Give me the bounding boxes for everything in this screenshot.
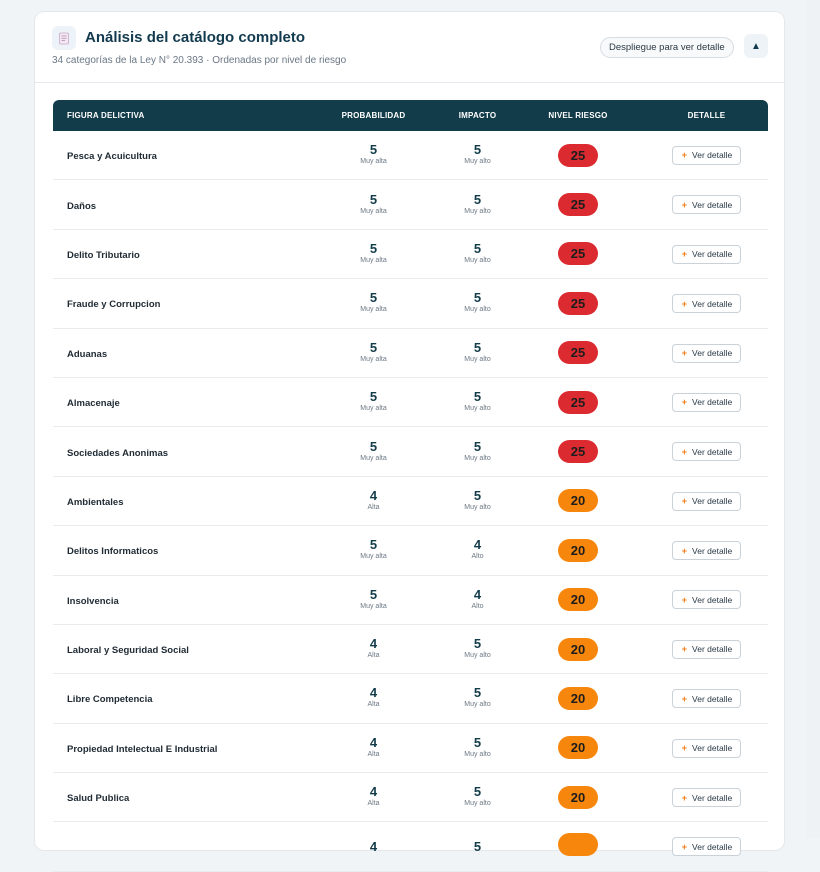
probabilidad-cell — [303, 840, 444, 854]
expand-hint-badge[interactable]: Despliegue para ver detalle — [600, 37, 734, 58]
impacto-value: 5 — [473, 142, 482, 158]
impacto-label: Muy alto — [464, 256, 491, 264]
table-row — [53, 822, 768, 871]
figura-name: Sociedades Anonimas — [67, 447, 169, 459]
probabilidad-label: Muy alta — [360, 405, 387, 413]
ver-detalle-label: Ver detalle — [692, 693, 733, 704]
plus-icon: + — [681, 249, 688, 260]
impacto-value: 4 — [473, 537, 482, 553]
col-header-figura: FIGURA DELICTIVA — [67, 111, 145, 120]
plus-icon: + — [681, 594, 688, 605]
plus-icon: + — [681, 693, 688, 704]
table-row — [53, 674, 768, 723]
probabilidad-cell — [303, 440, 444, 464]
impacto-cell — [444, 341, 511, 365]
probabilidad-value: 5 — [369, 586, 378, 602]
ver-detalle-label: Ver detalle — [692, 249, 733, 260]
probabilidad-label: Muy alta — [360, 256, 387, 264]
table-row — [53, 576, 768, 625]
impacto-cell — [444, 538, 511, 562]
risk-badge: 25 — [558, 242, 598, 265]
figura-name: Almacenaje — [67, 398, 120, 410]
probabilidad-value: 4 — [369, 784, 378, 800]
impacto-value: 5 — [473, 487, 482, 503]
document-icon — [52, 26, 76, 50]
table-header — [53, 100, 768, 131]
impacto-label: Muy alto — [464, 701, 491, 709]
impacto-value: 5 — [473, 636, 482, 652]
figura-name: Delito Tributario — [67, 249, 140, 261]
ver-detalle-label: Ver detalle — [692, 199, 733, 210]
probabilidad-cell — [303, 390, 444, 414]
probabilidad-label: Alta — [367, 503, 380, 511]
probabilidad-label: Alta — [367, 750, 380, 758]
plus-icon: + — [681, 397, 688, 408]
table-row — [53, 625, 768, 674]
ver-detalle-button[interactable] — [672, 492, 741, 511]
figura-name: Laboral y Seguridad Social — [67, 645, 189, 657]
impacto-value: 5 — [473, 389, 482, 405]
figura-name: Daños — [67, 200, 97, 212]
risk-badge — [558, 833, 598, 856]
probabilidad-label: Muy alta — [360, 158, 387, 166]
impacto-label: Muy alto — [464, 405, 491, 413]
ver-detalle-button[interactable] — [672, 590, 741, 609]
risk-badge: 25 — [558, 144, 598, 167]
plus-icon: + — [681, 348, 688, 358]
probabilidad-value: 5 — [369, 191, 378, 207]
probabilidad-label: Alta — [367, 800, 380, 808]
card-subtitle: 34 categorías de la Ley N° 20.393 · Ordenadas por nivel de riesgo — [52, 55, 347, 66]
probabilidad-cell — [303, 637, 444, 661]
table-row — [53, 378, 768, 427]
risk-table — [53, 100, 768, 872]
impacto-cell — [444, 840, 511, 854]
impacto-label: Muy alto — [464, 652, 491, 660]
figura-name: Fraude y Corrupcion — [67, 299, 161, 311]
ver-detalle-label: Ver detalle — [692, 841, 733, 852]
impacto-label: Alto — [471, 602, 484, 610]
figura-name: Pesca y Acuicultura — [67, 151, 157, 163]
probabilidad-cell — [303, 143, 444, 167]
impacto-cell — [444, 193, 511, 217]
probabilidad-cell — [303, 193, 444, 217]
ver-detalle-button[interactable] — [672, 788, 741, 807]
impacto-label: Muy alto — [464, 158, 491, 166]
impacto-label: Muy alto — [464, 750, 491, 758]
ver-detalle-label: Ver detalle — [692, 150, 733, 161]
impacto-cell — [444, 637, 511, 661]
plus-icon: + — [681, 545, 688, 556]
impacto-value: 5 — [473, 290, 482, 306]
impacto-cell — [444, 588, 511, 612]
ver-detalle-label: Ver detalle — [692, 545, 733, 556]
table-row — [53, 724, 768, 773]
plus-icon: + — [681, 150, 688, 161]
ver-detalle-button[interactable] — [672, 837, 741, 856]
ver-detalle-button[interactable] — [672, 640, 741, 659]
card-header — [35, 12, 784, 83]
impacto-label: Muy alto — [464, 800, 491, 808]
probabilidad-label: Muy alta — [360, 553, 387, 561]
ver-detalle-button[interactable] — [672, 541, 741, 560]
impacto-value: 5 — [473, 339, 482, 355]
impacto-label: Muy alto — [464, 207, 491, 215]
ver-detalle-button[interactable] — [672, 344, 741, 363]
risk-badge: 20 — [558, 588, 598, 611]
probabilidad-label: Muy alta — [360, 454, 387, 462]
impacto-cell — [444, 686, 511, 710]
probabilidad-value: 4 — [369, 487, 378, 503]
col-header-impacto: IMPACTO — [458, 111, 497, 120]
table-row — [53, 180, 768, 229]
probabilidad-value: 4 — [369, 734, 378, 750]
risk-badge: 20 — [558, 687, 598, 710]
ver-detalle-button[interactable] — [672, 393, 741, 412]
ver-detalle-label: Ver detalle — [692, 496, 733, 507]
risk-badge: 25 — [558, 391, 598, 414]
impacto-cell — [444, 242, 511, 266]
ver-detalle-button[interactable] — [672, 294, 741, 313]
plus-icon: + — [681, 743, 688, 754]
probabilidad-cell — [303, 341, 444, 365]
ver-detalle-button[interactable] — [672, 195, 741, 214]
risk-badge: 25 — [558, 292, 598, 315]
figura-name: Delitos Informaticos — [67, 546, 159, 558]
probabilidad-value: 5 — [369, 240, 378, 256]
impacto-value: 5 — [473, 191, 482, 207]
scrollbar-track[interactable] — [806, 0, 820, 837]
impacto-cell — [444, 143, 511, 167]
impacto-label: Muy alto — [464, 355, 491, 363]
probabilidad-value: 5 — [369, 290, 378, 306]
ver-detalle-button[interactable] — [672, 739, 741, 758]
table-row — [53, 427, 768, 476]
ver-detalle-label: Ver detalle — [692, 594, 733, 605]
plus-icon: + — [681, 496, 688, 507]
ver-detalle-button[interactable] — [672, 442, 741, 461]
probabilidad-cell — [303, 785, 444, 809]
risk-badge: 25 — [558, 193, 598, 216]
probabilidad-label: Muy alta — [360, 306, 387, 314]
plus-icon: + — [681, 446, 688, 457]
probabilidad-value: 5 — [369, 438, 378, 454]
probabilidad-label: Alta — [367, 652, 380, 660]
risk-badge: 25 — [558, 440, 598, 463]
impacto-cell — [444, 390, 511, 414]
probabilidad-label: Muy alta — [360, 355, 387, 363]
probabilidad-cell — [303, 686, 444, 710]
ver-detalle-label: Ver detalle — [692, 397, 733, 408]
risk-badge: 25 — [558, 341, 598, 364]
figura-name: Libre Competencia — [67, 694, 153, 706]
impacto-label: Muy alto — [464, 454, 491, 462]
table-row — [53, 131, 768, 180]
col-header-nivel-riesgo: NIVEL RIESGO — [548, 111, 608, 120]
risk-badge: 20 — [558, 736, 598, 759]
table-row — [53, 526, 768, 575]
table-row — [53, 477, 768, 526]
figura-name: Ambientales — [67, 496, 124, 508]
impacto-cell — [444, 440, 511, 464]
ver-detalle-button[interactable] — [672, 146, 741, 165]
impacto-value: 5 — [473, 838, 482, 854]
probabilidad-cell — [303, 588, 444, 612]
probabilidad-cell — [303, 538, 444, 562]
ver-detalle-label: Ver detalle — [692, 792, 733, 803]
probabilidad-value: 4 — [369, 838, 378, 854]
probabilidad-cell — [303, 736, 444, 760]
impacto-cell — [444, 736, 511, 760]
table-row — [53, 773, 768, 822]
figura-name: Aduanas — [67, 348, 108, 360]
impacto-label: Muy alto — [464, 503, 491, 511]
impacto-cell — [444, 785, 511, 809]
figura-name: Salud Publica — [67, 793, 130, 805]
plus-icon: + — [681, 644, 688, 655]
col-header-probabilidad: PROBABILIDAD — [341, 111, 406, 120]
probabilidad-cell — [303, 242, 444, 266]
table-row — [53, 230, 768, 279]
probabilidad-value: 4 — [369, 636, 378, 652]
ver-detalle-button[interactable] — [672, 689, 741, 708]
probabilidad-label: Alta — [367, 701, 380, 709]
impacto-label: Muy alto — [464, 306, 491, 314]
probabilidad-value: 5 — [369, 339, 378, 355]
risk-badge: 20 — [558, 638, 598, 661]
impacto-value: 5 — [473, 240, 482, 256]
impacto-value: 5 — [473, 438, 482, 454]
impacto-cell — [444, 489, 511, 513]
plus-icon: + — [681, 298, 688, 309]
plus-icon: + — [681, 199, 688, 210]
probabilidad-value: 5 — [369, 389, 378, 405]
table-row — [53, 329, 768, 378]
risk-badge: 20 — [558, 786, 598, 809]
plus-icon: + — [681, 792, 688, 803]
impacto-value: 4 — [473, 586, 482, 602]
probabilidad-cell — [303, 489, 444, 513]
impacto-value: 5 — [473, 685, 482, 701]
ver-detalle-label: Ver detalle — [692, 348, 733, 358]
impacto-label: Alto — [471, 553, 484, 561]
catalog-card — [34, 11, 785, 854]
impacto-value: 5 — [473, 784, 482, 800]
risk-badge: 20 — [558, 489, 598, 512]
probabilidad-cell — [303, 291, 444, 315]
ver-detalle-label: Ver detalle — [692, 644, 733, 655]
probabilidad-value: 5 — [369, 537, 378, 553]
probabilidad-value: 5 — [369, 142, 378, 158]
ver-detalle-label: Ver detalle — [692, 446, 733, 457]
table-row — [53, 279, 768, 328]
figura-name: Propiedad Intelectual E Industrial — [67, 743, 218, 755]
collapse-button[interactable]: ▲ — [744, 34, 768, 58]
risk-badge: 20 — [558, 539, 598, 562]
table-body — [53, 131, 768, 872]
col-header-detalle: DETALLE — [687, 111, 726, 120]
figura-name: Insolvencia — [67, 595, 119, 607]
plus-icon: + — [681, 841, 688, 852]
probabilidad-label: Muy alta — [360, 207, 387, 215]
probabilidad-label: Muy alta — [360, 602, 387, 610]
ver-detalle-label: Ver detalle — [692, 298, 733, 309]
ver-detalle-button[interactable] — [672, 245, 741, 264]
ver-detalle-label: Ver detalle — [692, 743, 733, 754]
impacto-value: 5 — [473, 734, 482, 750]
impacto-cell — [444, 291, 511, 315]
probabilidad-value: 4 — [369, 685, 378, 701]
card-title: Análisis del catálogo completo — [85, 29, 306, 46]
